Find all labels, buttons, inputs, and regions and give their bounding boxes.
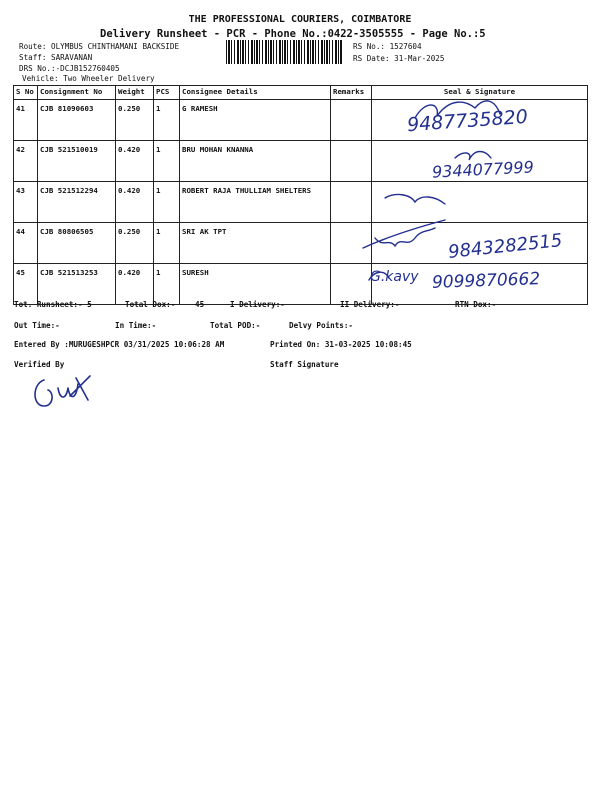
- rs-number: RS No.: 1527604: [353, 42, 422, 51]
- row-consignee: SRI AK TPT: [180, 223, 331, 264]
- row-pcs: 1: [154, 141, 180, 182]
- row-pcs: 1: [154, 223, 180, 264]
- row-consignee: BRU MOHAN KNANNA: [180, 141, 331, 182]
- row-consignment: CJB 521512294: [38, 182, 116, 223]
- signature-43-scribble: [385, 195, 445, 204]
- in-time: In Time:-: [115, 321, 157, 330]
- row-sno: 43: [14, 182, 38, 223]
- signature-45-phone: 9099870662: [431, 269, 541, 293]
- row-pcs: 1: [154, 100, 180, 141]
- route-label: Route: OLYMBUS CHINTHAMANI BACKSIDE: [19, 42, 180, 51]
- rtn-dox: RTN Dox:-: [455, 300, 497, 309]
- drs-number: DRS No.:-DCJB152760405: [19, 64, 120, 73]
- runsheet-subtitle: Delivery Runsheet - PCR - Phone No.:0422-3505555 - Page No.:5: [100, 28, 486, 40]
- col-pcs-header: PCS: [154, 86, 180, 100]
- total-runsheet: Tot. Runsheet:- 5: [14, 300, 92, 309]
- vehicle-label: Vehicle: Two Wheeler Delivery: [22, 74, 155, 83]
- i-delivery: I Delivery:-: [230, 300, 285, 309]
- col-sno-header: S No: [14, 86, 38, 100]
- row-sno: 41: [14, 100, 38, 141]
- col-signature-header: Seal & Signature: [372, 86, 588, 100]
- rs-date: RS Date: 31-Mar-2025: [353, 54, 445, 63]
- total-dox-value: 45: [195, 300, 205, 309]
- col-weight-header: Weight: [116, 86, 154, 100]
- row-consignment: CJB 80806505: [38, 223, 116, 264]
- printed-on: Printed On: 31-03-2025 10:08:45: [270, 340, 412, 349]
- verifier-signature: [30, 370, 100, 415]
- row-consignee: SURESH: [180, 264, 331, 305]
- row-weight: 0.420: [116, 141, 154, 182]
- row-consignee: ROBERT RAJA THULLIAM SHELTERS: [180, 182, 331, 223]
- entered-by: Entered By :MURUGESHPCR 03/31/2025 10:06:28 AM: [14, 340, 225, 349]
- delvy-points: Delvy Points:-: [289, 321, 354, 330]
- row-weight: 0.420: [116, 264, 154, 305]
- row-weight: 0.250: [116, 223, 154, 264]
- row-weight: 0.250: [116, 100, 154, 141]
- row-pcs: 1: [154, 182, 180, 223]
- ii-delivery: II Delivery:-: [340, 300, 400, 309]
- signature-41-phone: 9487735820: [406, 105, 529, 137]
- row-sno: 45: [14, 264, 38, 305]
- total-pod: Total POD:-: [210, 321, 261, 330]
- signature-45-name: G.kavy: [370, 269, 419, 285]
- col-remarks-header: Remarks: [331, 86, 372, 100]
- signature-42-scribble: [455, 152, 491, 161]
- row-consignment: CJB 521510019: [38, 141, 116, 182]
- verified-by-label: Verified By: [14, 360, 65, 369]
- barcode: [226, 40, 342, 64]
- col-consignment-header: Consignment No: [38, 86, 116, 100]
- company-title: THE PROFESSIONAL COURIERS, COIMBATORE: [188, 14, 412, 25]
- total-dox-label: Total Dox:-: [125, 300, 176, 309]
- staff-signature-label: Staff Signature: [270, 360, 339, 369]
- row-consignee: G RAMESH: [180, 100, 331, 141]
- signature-44-scribble: [363, 220, 445, 248]
- row-sno: 42: [14, 141, 38, 182]
- signature-44-phone: 9843282515: [447, 230, 564, 263]
- row-sno: 44: [14, 223, 38, 264]
- signature-42-phone: 9344077999: [431, 157, 535, 182]
- staff-label: Staff: SARAVANAN: [19, 53, 93, 62]
- row-pcs: 1: [154, 264, 180, 305]
- col-consignee-header: Consignee Details: [180, 86, 331, 100]
- row-weight: 0.420: [116, 182, 154, 223]
- row-consignment: CJB 521513253: [38, 264, 116, 305]
- row-consignment: CJB 81090603: [38, 100, 116, 141]
- out-time: Out Time:-: [14, 321, 60, 330]
